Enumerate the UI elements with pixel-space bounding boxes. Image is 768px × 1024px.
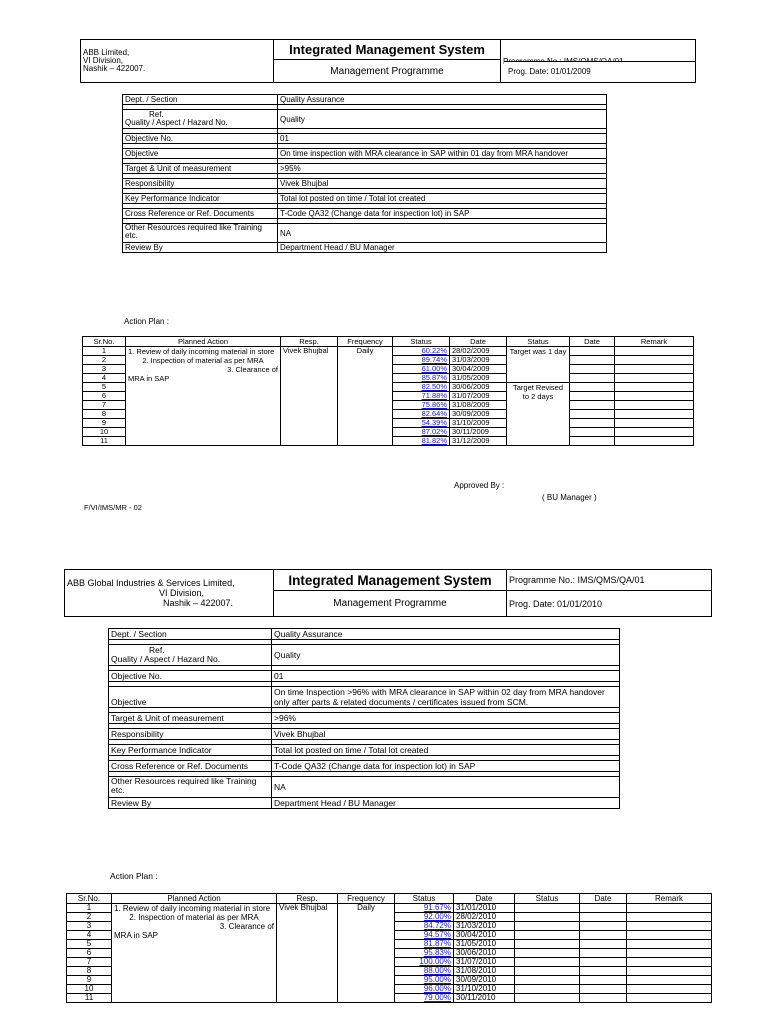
status-2-note-revised: Target Revised to 2 days	[512, 383, 564, 401]
status-cell	[393, 419, 450, 428]
status-value: 61.00%	[421, 364, 447, 373]
status-2-cell	[515, 958, 580, 967]
date-2-cell	[570, 419, 615, 428]
status-value: 71.88%	[421, 391, 447, 400]
remark-cell	[615, 374, 694, 383]
objective-info-table-2010	[108, 628, 620, 809]
prog-date-2010: Prog. Date: 01/01/2010	[507, 591, 712, 617]
cross-reference-value: T-Code QA32 (Change data for inspection lot) in SAP	[278, 209, 607, 219]
date-2-cell	[570, 437, 615, 446]
header-date-2: Date	[570, 337, 615, 347]
ref-label	[123, 110, 278, 129]
other-resources-value-2010: NA	[272, 777, 620, 798]
dept-value: Quality Assurance	[278, 95, 607, 105]
planned-action-line3: 3. Clearance of	[227, 365, 278, 374]
review-by-label: Review By	[123, 243, 278, 253]
status-2-cell	[515, 931, 580, 940]
kpi-label: Key Performance Indicator	[123, 194, 278, 204]
action-plan-table-2010	[66, 893, 712, 1003]
status-2-note-original: Target was 1 day	[509, 347, 567, 356]
date-2-cell	[580, 922, 627, 931]
header-status-2-2010: Status	[515, 894, 580, 904]
sr-no-cell: 10	[67, 985, 112, 994]
sr-no-cell: 10	[83, 428, 126, 437]
company-address-2010	[65, 570, 274, 617]
objective-value-2010	[272, 687, 620, 708]
status-cell	[395, 922, 454, 931]
header-date: Date	[450, 337, 507, 347]
remark-cell	[627, 967, 712, 976]
status-value: 96.00%	[423, 984, 451, 993]
sr-no-cell: 1	[67, 904, 112, 913]
date-cell: 30/09/2010	[454, 976, 515, 985]
sr-no-cell: 6	[83, 392, 126, 401]
status-value: 87.02%	[421, 427, 447, 436]
status-value: 92.00%	[423, 912, 451, 921]
remark-cell	[627, 976, 712, 985]
header-status-2010: Status	[395, 894, 454, 904]
sr-no-cell: 6	[67, 949, 112, 958]
objective-label-2010: Objective	[109, 687, 272, 708]
ref-label-line1: Ref.	[149, 110, 164, 119]
status-value: 85.87%	[421, 373, 447, 382]
header-remark-2010: Remark	[627, 894, 712, 904]
status-2-cell	[515, 922, 580, 931]
header-sr-no: Sr.No.	[83, 337, 126, 347]
date-2-cell	[580, 994, 627, 1003]
remark-cell	[627, 958, 712, 967]
review-by-value: Department Head / BU Manager	[278, 243, 607, 253]
company-name: ABB Limited,	[83, 48, 130, 57]
date-cell: 31/12/2009	[450, 437, 507, 446]
date-cell: 31/08/2009	[450, 401, 507, 410]
action-plan-header-row	[83, 337, 694, 347]
header-planned-action: Planned Action	[126, 337, 281, 347]
dept-value-2010: Quality Assurance	[272, 629, 620, 640]
ims-title: Integrated Management System	[274, 40, 501, 60]
sr-no-cell: 2	[83, 356, 126, 365]
status-2-cell	[507, 383, 570, 446]
status-value: 60.22%	[421, 346, 447, 355]
remark-cell	[615, 383, 694, 392]
company-address	[81, 40, 274, 83]
date-2-cell	[570, 356, 615, 365]
status-2-cell	[515, 940, 580, 949]
status-2-cell	[515, 967, 580, 976]
sr-no-cell: 7	[67, 958, 112, 967]
status-value: 81.87%	[423, 939, 451, 948]
header-frequency: Frequency	[338, 337, 393, 347]
date-2-cell	[570, 392, 615, 401]
remark-cell	[615, 419, 694, 428]
ref-value: Quality	[278, 110, 607, 129]
status-cell	[395, 913, 454, 922]
remark-cell	[615, 365, 694, 374]
date-2-cell	[580, 976, 627, 985]
approved-by: Approved By :	[454, 481, 505, 490]
date-2-cell	[580, 958, 627, 967]
ref-value-2010: Quality	[272, 645, 620, 666]
status-cell	[395, 994, 454, 1003]
remark-cell	[615, 356, 694, 365]
status-value: 95.00%	[423, 975, 451, 984]
remark-cell	[627, 931, 712, 940]
header-status-2: Status	[507, 337, 570, 347]
remark-cell	[615, 410, 694, 419]
remark-cell	[627, 985, 712, 994]
status-value: 82.50%	[421, 382, 447, 391]
action-plan-table	[82, 336, 694, 446]
sr-no-cell: 11	[67, 994, 112, 1003]
status-2-cell	[515, 904, 580, 913]
remark-cell	[615, 347, 694, 356]
sr-no-cell: 3	[67, 922, 112, 931]
status-2-cell	[515, 994, 580, 1003]
other-resources-value: NA	[278, 224, 607, 243]
action-plan-header-row-2010	[67, 894, 712, 904]
date-2-cell	[570, 365, 615, 374]
status-cell	[393, 383, 450, 392]
remark-cell	[627, 994, 712, 1003]
remark-cell	[627, 940, 712, 949]
date-cell: 31/08/2010	[454, 967, 515, 976]
date-2-cell	[580, 904, 627, 913]
remark-cell	[627, 922, 712, 931]
sr-no-cell: 8	[83, 410, 126, 419]
objective-label: Objective	[123, 149, 278, 159]
ref-label-line2: Quality / Aspect / Hazard No.	[125, 118, 228, 127]
objective-value-line1-2010: On time Inspection >96% with MRA clearance in SAP within 02 day from MRA handover	[274, 687, 605, 697]
sr-no-cell: 4	[67, 931, 112, 940]
header-status: Status	[393, 337, 450, 347]
responsibility-label: Responsibility	[123, 179, 278, 189]
status-cell	[393, 428, 450, 437]
sr-no-cell: 5	[83, 383, 126, 392]
company-division-2010: VI Division,	[159, 588, 205, 598]
date-cell: 31/03/2010	[454, 922, 515, 931]
planned-action-line1: 1. Review of daily incoming material in store	[114, 904, 271, 913]
status-value: 95.83%	[423, 948, 451, 957]
sr-no-cell: 5	[67, 940, 112, 949]
sr-no-cell: 9	[83, 419, 126, 428]
programme-no-2010: Programme No.: IMS/QMS/QA/01	[507, 570, 712, 591]
ref-label-line1-2010: Ref.	[149, 645, 165, 655]
date-cell: 31/07/2010	[454, 958, 515, 967]
objective-value: On time inspection with MRA clearance in SAP within 01 day from MRA handover	[278, 149, 607, 159]
header-remark: Remark	[615, 337, 694, 347]
header-table-2010	[64, 569, 712, 617]
status-value: 94.57%	[423, 930, 451, 939]
status-value: 81.82%	[421, 436, 447, 445]
responsibility-value-2010: Vivek Bhujbal	[272, 729, 620, 740]
status-value: 82.64%	[421, 409, 447, 418]
sr-no-cell: 4	[83, 374, 126, 383]
objective-info-table	[122, 94, 607, 253]
sr-no-cell: 8	[67, 967, 112, 976]
planned-action-line3: 3. Clearance of	[219, 922, 274, 931]
date-cell: 31/01/2010	[454, 904, 515, 913]
date-2-cell	[570, 401, 615, 410]
status-2-cell	[507, 347, 570, 383]
status-value: 54.39%	[421, 418, 447, 427]
action-plan-label: Action Plan :	[124, 317, 169, 326]
status-cell	[395, 949, 454, 958]
status-cell	[395, 976, 454, 985]
status-cell	[393, 401, 450, 410]
objective-no-value: 01	[278, 134, 607, 144]
date-2-cell	[570, 428, 615, 437]
date-cell: 31/07/2009	[450, 392, 507, 401]
date-2-cell	[570, 347, 615, 356]
status-cell	[395, 904, 454, 913]
cross-reference-value-2010: T-Code QA32 (Change data for inspection lot) in SAP	[272, 761, 620, 772]
status-value: 89.74%	[421, 355, 447, 364]
remark-cell	[627, 913, 712, 922]
status-value: 79.00%	[423, 993, 451, 1002]
date-cell: 31/10/2009	[450, 419, 507, 428]
remark-cell	[615, 437, 694, 446]
status-cell	[395, 931, 454, 940]
cross-reference-label: Cross Reference or Ref. Documents	[123, 209, 278, 219]
remark-cell	[627, 949, 712, 958]
date-2-cell	[570, 410, 615, 419]
sr-no-cell: 9	[67, 976, 112, 985]
remark-cell	[615, 392, 694, 401]
date-2-cell	[570, 383, 615, 392]
objective-no-label: Objective No.	[123, 134, 278, 144]
header-planned-action-2010: Planned Action	[112, 894, 277, 904]
date-cell: 28/02/2009	[450, 347, 507, 356]
status-value: 88.00%	[423, 966, 451, 975]
date-2-cell	[580, 940, 627, 949]
status-cell	[395, 940, 454, 949]
company-city: Nashik – 422007.	[83, 64, 146, 73]
planned-action-line2: 2. Inspection of material as per MRA	[142, 356, 264, 365]
objective-value-line2-2010: only after parts & related documents / certificates issued from SCM.	[274, 697, 529, 707]
remark-cell	[615, 428, 694, 437]
status-cell	[393, 374, 450, 383]
status-2-cell	[515, 949, 580, 958]
resp-cell: Vivek Bhujbal	[281, 347, 338, 446]
status-cell	[393, 410, 450, 419]
date-cell: 30/11/2009	[450, 428, 507, 437]
target-label-2010: Target & Unit of measurement	[109, 713, 272, 724]
header-resp-2010: Resp.	[277, 894, 338, 904]
date-cell: 31/03/2009	[450, 356, 507, 365]
form-number: F/VI/IMS/MR - 02	[84, 503, 142, 512]
ref-label-line2-2010: Quality / Aspect / Hazard No.	[111, 654, 221, 664]
table-row	[83, 347, 694, 356]
status-cell	[393, 437, 450, 446]
table-row	[67, 904, 712, 913]
management-programme-subtitle-2010: Management Programme	[274, 591, 507, 617]
frequency-cell: Daily	[338, 347, 393, 446]
company-division: VI Division,	[83, 56, 124, 65]
planned-action-line4: MRA in SAP	[128, 374, 170, 383]
sr-no-cell: 7	[83, 401, 126, 410]
sr-no-cell: 11	[83, 437, 126, 446]
dept-label: Dept. / Section	[123, 95, 278, 105]
responsibility-label-2010: Responsibility	[109, 729, 272, 740]
date-cell: 31/05/2009	[450, 374, 507, 383]
remark-cell	[615, 401, 694, 410]
header-sr-no-2010: Sr.No.	[67, 894, 112, 904]
resp-cell: Vivek Bhujbal	[277, 904, 338, 1003]
status-cell	[395, 967, 454, 976]
other-resources-label-2010: Other Resources required like Training etc.	[109, 777, 272, 798]
status-value: 75.86%	[421, 400, 447, 409]
status-2-cell	[515, 985, 580, 994]
date-cell: 31/10/2010	[454, 985, 515, 994]
header-frequency-2010: Frequency	[338, 894, 395, 904]
sr-no-cell: 1	[83, 347, 126, 356]
cross-reference-label-2010: Cross Reference or Ref. Documents	[109, 761, 272, 772]
status-value: 100.00%	[419, 957, 451, 966]
kpi-label-2010: Key Performance Indicator	[109, 745, 272, 756]
date-2-cell	[580, 931, 627, 940]
ims-title-2010: Integrated Management System	[274, 570, 507, 591]
status-cell	[393, 356, 450, 365]
date-2-cell	[580, 949, 627, 958]
date-cell: 30/06/2009	[450, 383, 507, 392]
action-plan-label-2010: Action Plan :	[110, 871, 158, 881]
date-cell: 30/06/2010	[454, 949, 515, 958]
status-value: 91.67%	[423, 903, 451, 912]
planned-action-cell	[126, 347, 281, 446]
header-resp: Resp.	[281, 337, 338, 347]
kpi-value-2010: Total lot posted on time / Total lot created	[272, 745, 620, 756]
target-value: >95%	[278, 164, 607, 174]
bu-manager: ( BU Manager )	[542, 493, 597, 502]
ref-label-2010	[109, 645, 272, 666]
date-2-cell	[580, 913, 627, 922]
objective-no-label-2010: Objective No.	[109, 671, 272, 682]
sr-no-cell: 3	[83, 365, 126, 374]
status-cell	[395, 958, 454, 967]
objective-no-value-2010: 01	[272, 671, 620, 682]
management-programme-subtitle: Management Programme	[274, 60, 501, 83]
sr-no-cell: 2	[67, 913, 112, 922]
status-cell	[393, 365, 450, 374]
target-label: Target & Unit of measurement	[123, 164, 278, 174]
header-date-2010: Date	[454, 894, 515, 904]
status-cell	[395, 985, 454, 994]
date-2-cell	[580, 985, 627, 994]
date-2-cell	[580, 967, 627, 976]
kpi-value: Total lot posted on time / Total lot created	[278, 194, 607, 204]
date-cell: 30/11/2010	[454, 994, 515, 1003]
date-cell: 31/05/2010	[454, 940, 515, 949]
remark-cell	[627, 904, 712, 913]
company-name-2010: ABB Global Industries & Services Limited,	[67, 578, 235, 588]
review-by-value-2010: Department Head / BU Manager	[272, 798, 620, 809]
other-resources-label: Other Resources required like Training etc.	[123, 224, 278, 243]
status-cell	[393, 392, 450, 401]
date-cell: 30/04/2009	[450, 365, 507, 374]
dept-label-2010: Dept. / Section	[109, 629, 272, 640]
status-cell	[393, 347, 450, 356]
frequency-cell: Daily	[338, 904, 395, 1003]
planned-action-line2: 2. Inspection of material as per MRA	[129, 913, 259, 922]
header-date-2-2010: Date	[580, 894, 627, 904]
responsibility-value: Vivek Bhujbal	[278, 179, 607, 189]
prog-date: Prog. Date: 01/01/2009	[504, 61, 696, 83]
status-2-cell	[515, 976, 580, 985]
planned-action-line4: MRA in SAP	[114, 931, 159, 940]
status-2-cell	[515, 913, 580, 922]
date-cell: 28/02/2010	[454, 913, 515, 922]
company-city-2010: Nashik – 422007.	[163, 598, 234, 608]
date-cell: 30/09/2009	[450, 410, 507, 419]
date-2-cell	[570, 374, 615, 383]
review-by-label-2010: Review By	[109, 798, 272, 809]
date-cell: 30/04/2010	[454, 931, 515, 940]
target-value-2010: >96%	[272, 713, 620, 724]
status-value: 84.72%	[423, 921, 451, 930]
planned-action-line1: 1. Review of daily incoming material in store	[128, 347, 275, 356]
planned-action-cell	[112, 904, 277, 1003]
